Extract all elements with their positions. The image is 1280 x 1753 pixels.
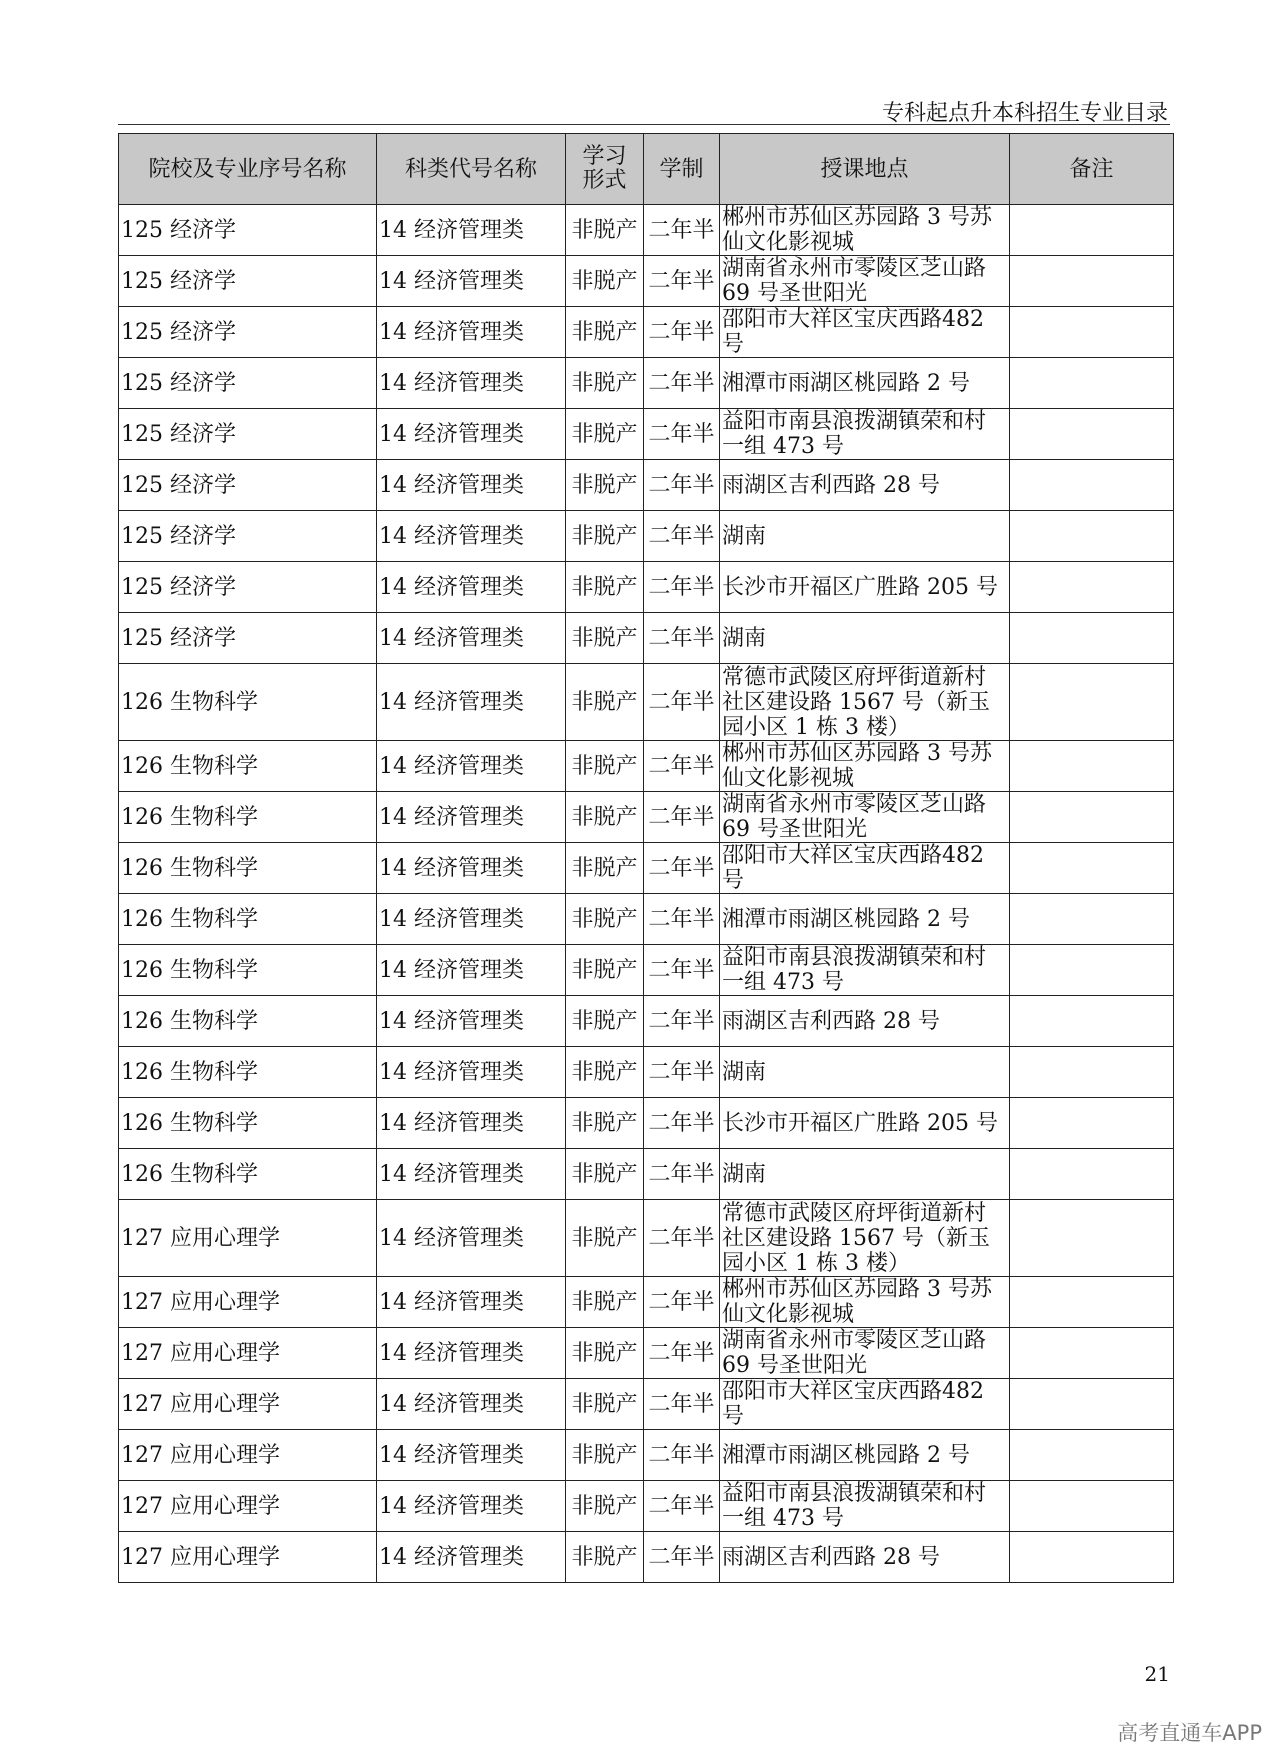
page-header-title: 专科起点升本科招生专业目录: [881, 101, 1168, 126]
duration-cell: 二年半: [644, 1430, 720, 1481]
major-cell: 125 经济学: [119, 613, 377, 664]
remarks-cell: [1010, 1149, 1174, 1200]
study-form-cell: 非脱产: [566, 1200, 644, 1277]
location-cell: 常德市武陵区府坪街道新村社区建设路 1567 号（新玉园小区 1 栋 3 楼）: [720, 664, 1010, 741]
major-cell: 126 生物科学: [119, 1149, 377, 1200]
duration-cell: 二年半: [644, 843, 720, 894]
table-row: [119, 996, 1174, 1047]
location-cell: 湖南: [720, 511, 1010, 562]
category-cell: 14 经济管理类: [377, 741, 566, 792]
study-form-cell: 非脱产: [566, 1379, 644, 1430]
study-form-cell: 非脱产: [566, 1277, 644, 1328]
category-cell: 14 经济管理类: [377, 511, 566, 562]
location-cell: 湖南省永州市零陵区芝山路 69 号圣世阳光: [720, 256, 1010, 307]
category-cell: 14 经济管理类: [377, 1481, 566, 1532]
duration-cell: 二年半: [644, 664, 720, 741]
remarks-cell: [1010, 460, 1174, 511]
remarks-cell: [1010, 511, 1174, 562]
location-cell: 邵阳市大祥区宝庆西路482 号: [720, 1379, 1010, 1430]
study-form-cell: 非脱产: [566, 1047, 644, 1098]
duration-cell: 二年半: [644, 1149, 720, 1200]
category-cell: 14 经济管理类: [377, 664, 566, 741]
duration-cell: 二年半: [644, 307, 720, 358]
remarks-cell: [1010, 843, 1174, 894]
duration-cell: 二年半: [644, 460, 720, 511]
study-form-cell: 非脱产: [566, 945, 644, 996]
remarks-cell: [1010, 409, 1174, 460]
category-cell: 14 经济管理类: [377, 945, 566, 996]
location-cell: 雨湖区吉利西路 28 号: [720, 996, 1010, 1047]
remarks-cell: [1010, 1379, 1174, 1430]
major-cell: 127 应用心理学: [119, 1328, 377, 1379]
location-cell: 益阳市南县浪拨湖镇荣和村一组 473 号: [720, 945, 1010, 996]
remarks-cell: [1010, 1277, 1174, 1328]
major-cell: 126 生物科学: [119, 664, 377, 741]
category-cell: 14 经济管理类: [377, 1149, 566, 1200]
category-cell: 14 经济管理类: [377, 894, 566, 945]
location-cell: 益阳市南县浪拨湖镇荣和村一组 473 号: [720, 409, 1010, 460]
table-row: [119, 1532, 1174, 1583]
major-cell: 125 经济学: [119, 562, 377, 613]
table-row: [119, 1098, 1174, 1149]
location-cell: 长沙市开福区广胜路 205 号: [720, 1098, 1010, 1149]
category-cell: 14 经济管理类: [377, 256, 566, 307]
study-form-cell: 非脱产: [566, 1149, 644, 1200]
duration-cell: 二年半: [644, 256, 720, 307]
category-cell: 14 经济管理类: [377, 613, 566, 664]
watermark: 高考直通车APP: [1117, 1721, 1262, 1745]
column-header-study-form: 学习 形式: [566, 134, 644, 205]
table-row: [119, 409, 1174, 460]
category-cell: 14 经济管理类: [377, 1379, 566, 1430]
location-cell: 湖南: [720, 613, 1010, 664]
remarks-cell: [1010, 562, 1174, 613]
category-cell: 14 经济管理类: [377, 409, 566, 460]
remarks-cell: [1010, 1200, 1174, 1277]
study-form-cell: 非脱产: [566, 1430, 644, 1481]
study-form-cell: 非脱产: [566, 307, 644, 358]
remarks-cell: [1010, 1430, 1174, 1481]
category-cell: 14 经济管理类: [377, 1532, 566, 1583]
header-divider: [118, 124, 1170, 125]
remarks-cell: [1010, 307, 1174, 358]
location-cell: 邵阳市大祥区宝庆西路482 号: [720, 843, 1010, 894]
category-cell: 14 经济管理类: [377, 1430, 566, 1481]
category-cell: 14 经济管理类: [377, 792, 566, 843]
location-cell: 郴州市苏仙区苏园路 3 号苏仙文化影视城: [720, 1277, 1010, 1328]
location-cell: 长沙市开福区广胜路 205 号: [720, 562, 1010, 613]
table-row: [119, 562, 1174, 613]
major-cell: 127 应用心理学: [119, 1277, 377, 1328]
study-form-cell: 非脱产: [566, 460, 644, 511]
duration-cell: 二年半: [644, 409, 720, 460]
location-cell: 常德市武陵区府坪街道新村社区建设路 1567 号（新玉园小区 1 栋 3 楼）: [720, 1200, 1010, 1277]
study-form-cell: 非脱产: [566, 996, 644, 1047]
major-cell: 125 经济学: [119, 205, 377, 256]
column-header-location: 授课地点: [720, 134, 1010, 205]
major-cell: 126 生物科学: [119, 792, 377, 843]
remarks-cell: [1010, 996, 1174, 1047]
category-cell: 14 经济管理类: [377, 1277, 566, 1328]
remarks-cell: [1010, 945, 1174, 996]
location-cell: 湘潭市雨湖区桃园路 2 号: [720, 358, 1010, 409]
remarks-cell: [1010, 358, 1174, 409]
location-cell: 益阳市南县浪拨湖镇荣和村一组 473 号: [720, 1481, 1010, 1532]
table-row: [119, 358, 1174, 409]
remarks-cell: [1010, 613, 1174, 664]
column-header-major: 院校及专业序号名称: [119, 134, 377, 205]
major-cell: 126 生物科学: [119, 843, 377, 894]
column-header-duration: 学制: [644, 134, 720, 205]
location-cell: 湖南省永州市零陵区芝山路 69 号圣世阳光: [720, 792, 1010, 843]
duration-cell: 二年半: [644, 894, 720, 945]
duration-cell: 二年半: [644, 1098, 720, 1149]
table-row: [119, 843, 1174, 894]
major-cell: 127 应用心理学: [119, 1379, 377, 1430]
remarks-cell: [1010, 741, 1174, 792]
location-cell: 湖南: [720, 1047, 1010, 1098]
remarks-cell: [1010, 1481, 1174, 1532]
page-number: 21: [1144, 1662, 1170, 1686]
remarks-cell: [1010, 205, 1174, 256]
table-row: [119, 205, 1174, 256]
study-form-cell: 非脱产: [566, 741, 644, 792]
duration-cell: 二年半: [644, 1481, 720, 1532]
duration-cell: 二年半: [644, 1047, 720, 1098]
major-cell: 126 生物科学: [119, 741, 377, 792]
duration-cell: 二年半: [644, 1532, 720, 1583]
location-cell: 雨湖区吉利西路 28 号: [720, 1532, 1010, 1583]
major-cell: 126 生物科学: [119, 996, 377, 1047]
table-row: [119, 307, 1174, 358]
table-header-row: [119, 134, 1174, 205]
category-cell: 14 经济管理类: [377, 358, 566, 409]
table-row: [119, 460, 1174, 511]
duration-cell: 二年半: [644, 1379, 720, 1430]
location-cell: 湖南: [720, 1149, 1010, 1200]
location-cell: 湘潭市雨湖区桃园路 2 号: [720, 1430, 1010, 1481]
study-form-cell: 非脱产: [566, 511, 644, 562]
remarks-cell: [1010, 894, 1174, 945]
table-row: [119, 1328, 1174, 1379]
major-cell: 125 经济学: [119, 358, 377, 409]
duration-cell: 二年半: [644, 205, 720, 256]
duration-cell: 二年半: [644, 1328, 720, 1379]
category-cell: 14 经济管理类: [377, 843, 566, 894]
location-cell: 郴州市苏仙区苏园路 3 号苏仙文化影视城: [720, 741, 1010, 792]
remarks-cell: [1010, 792, 1174, 843]
table-row: [119, 511, 1174, 562]
major-cell: 125 经济学: [119, 511, 377, 562]
major-cell: 126 生物科学: [119, 1047, 377, 1098]
major-cell: 125 经济学: [119, 307, 377, 358]
location-cell: 雨湖区吉利西路 28 号: [720, 460, 1010, 511]
table-row: [119, 256, 1174, 307]
column-header-remarks: 备注: [1010, 134, 1174, 205]
remarks-cell: [1010, 1047, 1174, 1098]
study-form-cell: 非脱产: [566, 664, 644, 741]
major-cell: 127 应用心理学: [119, 1200, 377, 1277]
duration-cell: 二年半: [644, 613, 720, 664]
remarks-cell: [1010, 1328, 1174, 1379]
duration-cell: 二年半: [644, 741, 720, 792]
location-cell: 郴州市苏仙区苏园路 3 号苏仙文化影视城: [720, 205, 1010, 256]
duration-cell: 二年半: [644, 792, 720, 843]
major-cell: 127 应用心理学: [119, 1532, 377, 1583]
table-row: [119, 945, 1174, 996]
study-form-cell: 非脱产: [566, 1098, 644, 1149]
remarks-cell: [1010, 256, 1174, 307]
duration-cell: 二年半: [644, 1200, 720, 1277]
table-body: [119, 205, 1174, 1583]
duration-cell: 二年半: [644, 562, 720, 613]
category-cell: 14 经济管理类: [377, 1200, 566, 1277]
duration-cell: 二年半: [644, 1277, 720, 1328]
major-cell: 126 生物科学: [119, 1098, 377, 1149]
location-cell: 湘潭市雨湖区桃园路 2 号: [720, 894, 1010, 945]
study-form-cell: 非脱产: [566, 358, 644, 409]
location-cell: 湖南省永州市零陵区芝山路 69 号圣世阳光: [720, 1328, 1010, 1379]
study-form-cell: 非脱产: [566, 409, 644, 460]
major-cell: 127 应用心理学: [119, 1430, 377, 1481]
study-form-cell: 非脱产: [566, 894, 644, 945]
table-row: [119, 1149, 1174, 1200]
category-cell: 14 经济管理类: [377, 205, 566, 256]
category-cell: 14 经济管理类: [377, 1098, 566, 1149]
table-row: [119, 792, 1174, 843]
table-row: [119, 613, 1174, 664]
location-cell: 邵阳市大祥区宝庆西路482 号: [720, 307, 1010, 358]
table-row: [119, 1047, 1174, 1098]
duration-cell: 二年半: [644, 945, 720, 996]
remarks-cell: [1010, 1098, 1174, 1149]
table-row: [119, 1200, 1174, 1277]
study-form-cell: 非脱产: [566, 205, 644, 256]
study-form-cell: 非脱产: [566, 1532, 644, 1583]
study-form-cell: 非脱产: [566, 613, 644, 664]
study-form-cell: 非脱产: [566, 1481, 644, 1532]
table-row: [119, 894, 1174, 945]
category-cell: 14 经济管理类: [377, 460, 566, 511]
table-row: [119, 1379, 1174, 1430]
major-cell: 125 经济学: [119, 256, 377, 307]
major-cell: 125 经济学: [119, 460, 377, 511]
category-cell: 14 经济管理类: [377, 562, 566, 613]
duration-cell: 二年半: [644, 358, 720, 409]
duration-cell: 二年半: [644, 511, 720, 562]
major-catalog-table: [118, 133, 1174, 1583]
remarks-cell: [1010, 664, 1174, 741]
category-cell: 14 经济管理类: [377, 1047, 566, 1098]
table-row: [119, 741, 1174, 792]
column-header-category: 科类代号名称: [377, 134, 566, 205]
study-form-cell: 非脱产: [566, 843, 644, 894]
remarks-cell: [1010, 1532, 1174, 1583]
major-cell: 126 生物科学: [119, 945, 377, 996]
category-cell: 14 经济管理类: [377, 1328, 566, 1379]
major-cell: 126 生物科学: [119, 894, 377, 945]
table-row: [119, 664, 1174, 741]
study-form-cell: 非脱产: [566, 562, 644, 613]
category-cell: 14 经济管理类: [377, 996, 566, 1047]
category-cell: 14 经济管理类: [377, 307, 566, 358]
major-cell: 127 应用心理学: [119, 1481, 377, 1532]
table-row: [119, 1481, 1174, 1532]
table-row: [119, 1430, 1174, 1481]
study-form-cell: 非脱产: [566, 1328, 644, 1379]
study-form-cell: 非脱产: [566, 256, 644, 307]
major-cell: 125 经济学: [119, 409, 377, 460]
duration-cell: 二年半: [644, 996, 720, 1047]
study-form-cell: 非脱产: [566, 792, 644, 843]
table-row: [119, 1277, 1174, 1328]
